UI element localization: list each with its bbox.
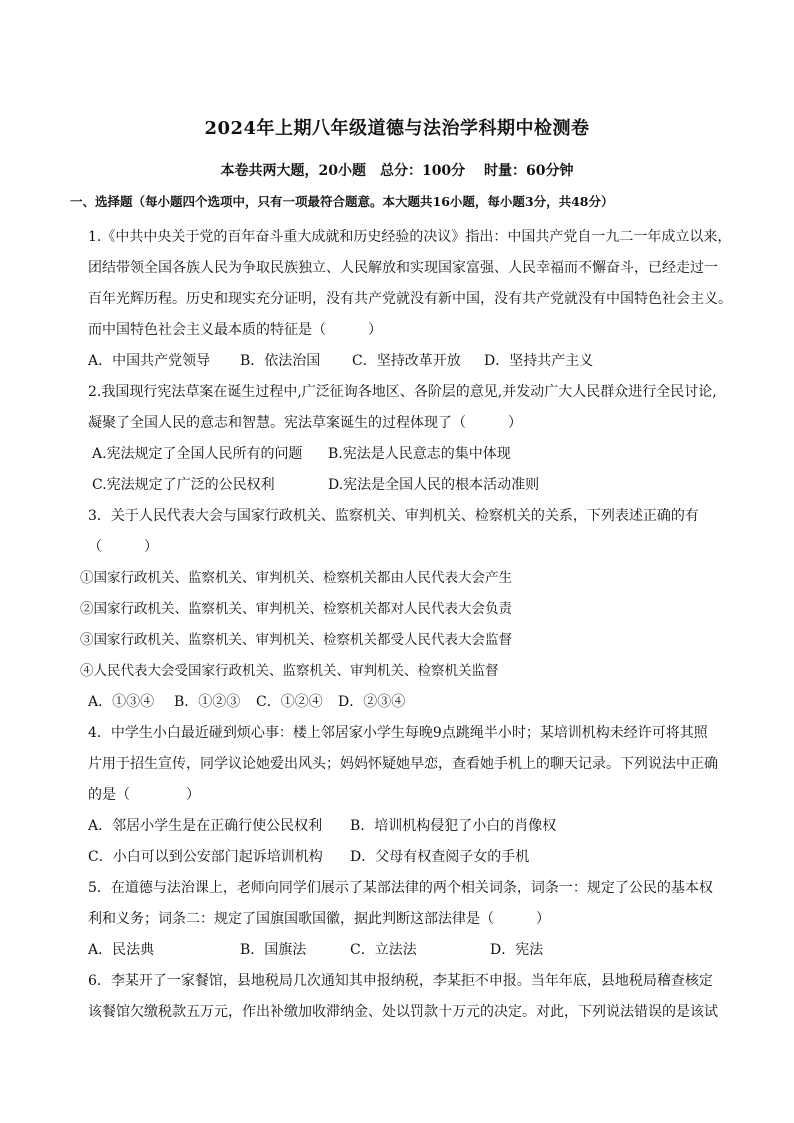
q5-option-c: C．立法法 (350, 942, 417, 958)
q2-line: 2.我国现行宪法草案在诞生过程中,广泛征询各地区、各阶层的意见,并发动广大人民群众进行全民讨论, (88, 384, 717, 400)
q3-option-b: B．①②③ (174, 694, 241, 710)
q5-option-b: B．国旗法 (240, 942, 307, 958)
q3-statement: ④人民代表大会受国家行政机关、监察机关、审判机关、检察机关监督 (80, 663, 499, 679)
q2-options-row2 (88, 470, 740, 501)
q4-option-b: B．培训机构侵犯了小白的肖像权 (350, 818, 557, 834)
q1-line: 而中国特色社会主义最本质的特征是（ ） (88, 322, 382, 338)
q1-line: 1.《中共中央关于党的百年奋斗重大成就和历史经验的决议》指出：中国共产党自一九二一年成立以来， (88, 229, 732, 245)
q2-line: 凝聚了全国人民的意志和智慧。宪法草案诞生的过程体现了（ ） (88, 415, 522, 431)
page-title: 2024年上期八年级道德与法治学科期中检测卷 (204, 118, 590, 139)
q4-option-a: A．邻居小学生是在正确行使公民权利 (88, 818, 323, 834)
section-heading: 一、选择题（每小题四个选项中，只有一项最符合题意。本大题共16小题，每小题3分，共48分） (70, 194, 614, 209)
q4-options-row2 (88, 842, 740, 873)
q4-option-d: D．父母有权查阅子女的手机 (350, 849, 530, 865)
q3-options (88, 687, 740, 718)
q1-option-b: B．依法治国 (240, 353, 321, 369)
q5-option-d: D．宪法 (490, 942, 544, 958)
q3-statement: ①国家行政机关、监察机关、审判机关、检察机关都由人民代表大会产生 (80, 570, 512, 586)
q3-option-c: C．①②④ (256, 694, 323, 710)
q3-option-a: A．①③④ (88, 694, 155, 710)
q4-line: 的是（ ） (88, 787, 200, 803)
q5-line: 利和义务；词条二：规定了国旗国歌国徽，据此判断这部法律是（ ） (88, 911, 550, 927)
q2-option-d: D.宪法是全国人民的根本活动准则 (328, 477, 540, 493)
q2-option-b: B.宪法是人民意志的集中体现 (328, 446, 511, 462)
q6-line: 6．李某开了一家餐馆，县地税局几次通知其申报纳税，李某拒不申报。当年年底，县地税局稽查核定 (88, 973, 713, 989)
q1-option-a: A．中国共产党领导 (88, 353, 211, 369)
q4-options-row1 (88, 811, 740, 842)
q1-option-c: C．坚持改革开放 (352, 353, 461, 369)
q3-statement: ②国家行政机关、监察机关、审判机关、检察机关都对人民代表大会负责 (80, 601, 512, 617)
q4-option-c: C．小白可以到公安部门起诉培训机构 (88, 849, 323, 865)
q2-option-c: C.宪法规定了广泛的公民权利 (92, 477, 275, 493)
q3-line: （ ） (88, 539, 158, 555)
q2-option-a: A.宪法规定了全国人民所有的问题 (92, 446, 303, 462)
q5-line: 5．在道德与法治课上，老师向同学们展示了某部法律的两个相关词条，词条一：规定了公民的基本权 (88, 880, 713, 896)
q1-line: 百年光辉历程。历史和现实充分证明，没有共产党就没有新中国，没有共产党就没有中国特色社会主义。 (88, 291, 732, 307)
questions-body (80, 222, 740, 1028)
q6-line: 该餐馆欠缴税款五万元，作出补缴加收滞纳金、处以罚款十万元的决定。对此，下列说法错误的是该试 (88, 1004, 718, 1020)
q4-line: 4．中学生小白最近碰到烦心事：楼上邻居家小学生每晚9点跳绳半小时；某培训机构未经许可将其照 (88, 725, 708, 741)
q1-option-d: D．坚持共产主义 (484, 353, 594, 369)
q5-option-a: A．民法典 (88, 942, 155, 958)
q3-line: 3．关于人民代表大会与国家行政机关、监察机关、审判机关、检察机关的关系，下列表述正确的有 (88, 508, 699, 524)
q1-options (88, 346, 740, 377)
q5-options (88, 935, 740, 966)
q2-options-row1 (88, 439, 740, 470)
q1-line: 团结带领全国各族人民为争取民族独立、人民解放和实现国家富强、人民幸福而不懈奋斗，已经走过一 (88, 260, 718, 276)
exam-info: 本卷共两大题，20小题 总分：100分 时量：60分钟 (220, 163, 574, 179)
q4-line: 片用于招生宣传，同学议论她爱出风头；妈妈怀疑她早恋，查看她手机上的聊天记录。下列说法中正确 (88, 756, 718, 772)
q3-statement: ③国家行政机关、监察机关、审判机关、检察机关都受人民代表大会监督 (80, 632, 512, 648)
q3-option-d: D．②③④ (338, 694, 406, 710)
